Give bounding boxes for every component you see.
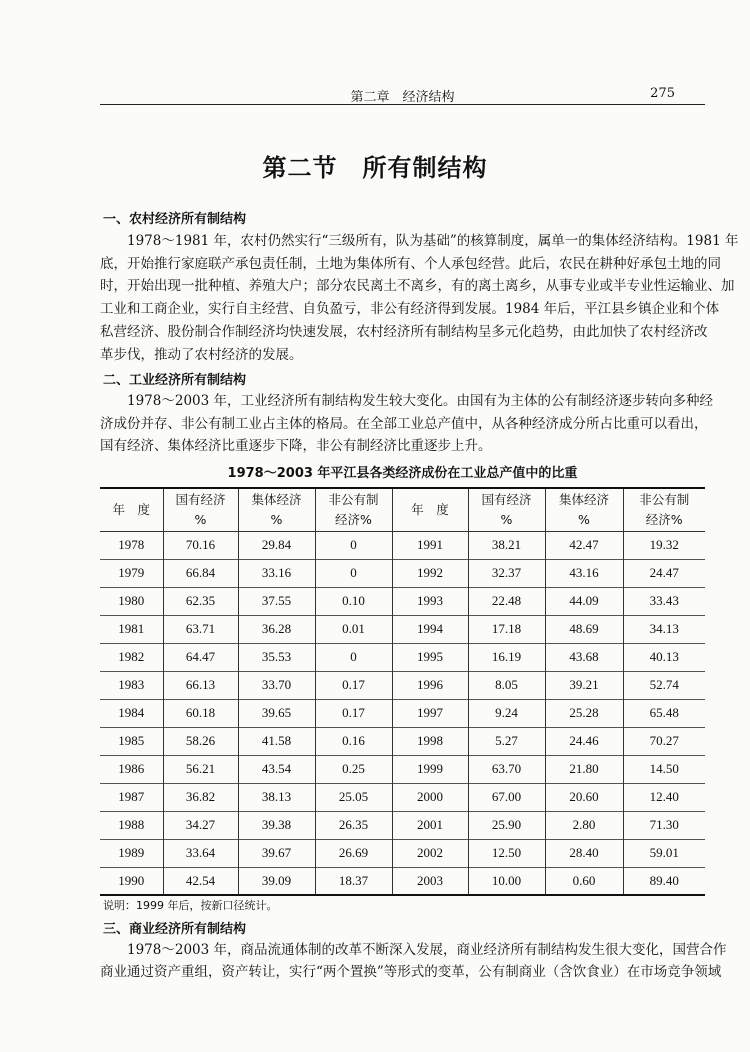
heading-industry: 二、工业经济所有制结构 bbox=[103, 373, 247, 388]
table-cell: 0.25 bbox=[315, 755, 392, 783]
table-cell: 66.13 bbox=[163, 671, 238, 699]
table-cell: 0.01 bbox=[315, 615, 392, 643]
column-header bbox=[623, 488, 705, 531]
table-cell: 58.26 bbox=[163, 727, 238, 755]
table-cell: 33.64 bbox=[163, 839, 238, 867]
column-header-text: 集体经济 bbox=[558, 491, 609, 507]
table-cell: 39.65 bbox=[238, 699, 315, 727]
table-cell: 59.01 bbox=[623, 839, 705, 867]
table-row bbox=[100, 643, 705, 671]
column-header-text: % bbox=[270, 511, 283, 527]
table-cell: 34.13 bbox=[623, 615, 705, 643]
table-cell: 1990 bbox=[118, 872, 145, 888]
table-row bbox=[100, 811, 705, 839]
page-number: 275 bbox=[650, 86, 675, 101]
table-cell: 1980 bbox=[118, 593, 145, 608]
table-cell: 1993 bbox=[392, 587, 468, 615]
table-cell: 36.28 bbox=[238, 615, 315, 643]
table-cell: 29.84 bbox=[238, 531, 315, 559]
table-cell: 37.55 bbox=[238, 587, 315, 615]
table-cell: 64.47 bbox=[163, 643, 238, 671]
table-cell: 1991 bbox=[392, 531, 468, 559]
table-row bbox=[100, 839, 705, 867]
table-cell: 2001 bbox=[392, 811, 468, 839]
table-cell: 2.80 bbox=[545, 811, 623, 839]
column-header-text: 国有经济 bbox=[175, 491, 226, 507]
table-row bbox=[100, 755, 705, 783]
paragraph-line: 国有经济、集体经济比重逐步下降，非公有制经济比重逐步上升。 bbox=[100, 438, 492, 454]
table-cell: 1999 bbox=[392, 755, 468, 783]
table-cell: 0.17 bbox=[315, 699, 392, 727]
table-cell: 24.46 bbox=[545, 727, 623, 755]
table-cell: 36.82 bbox=[163, 783, 238, 811]
table-cell: 8.05 bbox=[468, 671, 545, 699]
table-cell: 1979 bbox=[118, 565, 145, 580]
table-row bbox=[100, 727, 705, 755]
heading-rural: 一、农村经济所有制结构 bbox=[103, 212, 247, 227]
table-cell: 26.69 bbox=[315, 839, 392, 867]
table-cell: 39.21 bbox=[545, 671, 623, 699]
table-cell: 1997 bbox=[392, 699, 468, 727]
table-row bbox=[100, 587, 705, 615]
running-header bbox=[100, 86, 705, 105]
table-cell: 38.13 bbox=[238, 783, 315, 811]
table-cell: 33.43 bbox=[623, 587, 705, 615]
column-header bbox=[238, 488, 315, 531]
paragraph-line: 工业和工商企业，实行自主经营、自负盈亏，非公有经济得到发展。1984 年后，平江县乡镇企业和个体 bbox=[100, 301, 720, 317]
table-cell: 0 bbox=[315, 643, 392, 671]
paragraph-line: 时，开始出现一批种植、养殖大户；部分农民离土不离乡，有的离土离乡，从事专业或半专业性运输业、加 bbox=[100, 278, 735, 294]
table-cell: 43.16 bbox=[545, 559, 623, 587]
column-header-text: 年 度 bbox=[411, 501, 449, 517]
column-header-text: % bbox=[194, 511, 207, 527]
table-cell: 1978 bbox=[118, 537, 145, 552]
table-cell: 56.21 bbox=[163, 755, 238, 783]
table-cell: 42.54 bbox=[163, 867, 238, 895]
table-cell: 1984 bbox=[118, 705, 145, 720]
table-cell: 1982 bbox=[118, 649, 145, 664]
column-header bbox=[100, 488, 163, 531]
table-row bbox=[100, 559, 705, 587]
table-cell: 2003 bbox=[392, 867, 468, 895]
table-cell: 2000 bbox=[392, 783, 468, 811]
heading-commerce: 三、商业经济所有制结构 bbox=[103, 922, 247, 937]
table-note: 说明：1999 年后，按新口径统计。 bbox=[103, 899, 278, 912]
table-cell: 1986 bbox=[118, 761, 145, 776]
column-header bbox=[392, 488, 468, 531]
table-cell: 43.54 bbox=[238, 755, 315, 783]
table-cell: 0.16 bbox=[315, 727, 392, 755]
table-cell: 21.80 bbox=[545, 755, 623, 783]
column-header-text: 非公有制 bbox=[328, 491, 379, 507]
table-cell: 70.27 bbox=[623, 727, 705, 755]
table-cell: 26.35 bbox=[315, 811, 392, 839]
table-cell: 2002 bbox=[392, 839, 468, 867]
table-cell: 1989 bbox=[118, 845, 145, 860]
table-cell: 48.69 bbox=[545, 615, 623, 643]
column-header-text: 年 度 bbox=[112, 501, 150, 517]
table-cell: 1992 bbox=[392, 559, 468, 587]
table-cell: 43.68 bbox=[545, 643, 623, 671]
table-row bbox=[100, 671, 705, 699]
column-header bbox=[163, 488, 238, 531]
table-cell: 1994 bbox=[392, 615, 468, 643]
table-cell: 1987 bbox=[118, 789, 145, 804]
ownership-share-table bbox=[100, 487, 705, 896]
table-cell: 22.48 bbox=[468, 587, 545, 615]
table-cell: 65.48 bbox=[623, 699, 705, 727]
table-cell: 66.84 bbox=[163, 559, 238, 587]
table-cell: 67.00 bbox=[468, 783, 545, 811]
column-header bbox=[545, 488, 623, 531]
table-cell: 38.21 bbox=[468, 531, 545, 559]
table-cell: 19.32 bbox=[623, 531, 705, 559]
table-cell: 14.50 bbox=[623, 755, 705, 783]
table-cell: 44.09 bbox=[545, 587, 623, 615]
table-cell: 34.27 bbox=[163, 811, 238, 839]
table-cell: 32.37 bbox=[468, 559, 545, 587]
table-cell: 5.27 bbox=[468, 727, 545, 755]
table-cell: 0 bbox=[315, 559, 392, 587]
table-cell: 9.24 bbox=[468, 699, 545, 727]
paragraph-line: 1978～2003 年，商品流通体制的改革不断深入发展，商业经济所有制结构发生很大变化，国营合作 bbox=[127, 942, 727, 958]
chapter-title: 第二章 经济结构 bbox=[350, 90, 455, 105]
table-cell: 16.19 bbox=[468, 643, 545, 671]
table-row bbox=[100, 531, 705, 559]
paragraph-line: 商业通过资产重组，资产转让，实行“两个置换”等形式的变革，公有制商业（含饮食业）在市场竞争领域 bbox=[100, 964, 722, 980]
table-cell: 1996 bbox=[392, 671, 468, 699]
paragraph-line: 私营经济、股份制合作制经济均快速发展，农村经济所有制结构呈多元化趋势，由此加快了农村经济改 bbox=[100, 324, 708, 340]
table-cell: 1995 bbox=[392, 643, 468, 671]
table-cell: 18.37 bbox=[315, 867, 392, 895]
table-cell: 52.74 bbox=[623, 671, 705, 699]
table-caption: 1978～2003 年平江县各类经济成份在工业总产值中的比重 bbox=[227, 466, 578, 481]
table-row bbox=[100, 615, 705, 643]
table-cell: 0 bbox=[315, 531, 392, 559]
paragraph-line: 济成份并存、非公有制工业占主体的格局。在全部工业总产值中，从各种经济成分所占比重可以看出， bbox=[100, 416, 708, 432]
paragraph-line: 1978～1981 年，农村仍然实行“三级所有，队为基础”的核算制度，属单一的集体经济结构。1981 年 bbox=[127, 233, 739, 249]
section-title: 第二节 所有制结构 bbox=[262, 154, 488, 182]
table-cell: 39.38 bbox=[238, 811, 315, 839]
table-cell: 39.67 bbox=[238, 839, 315, 867]
table-cell: 39.09 bbox=[238, 867, 315, 895]
table-cell: 40.13 bbox=[623, 643, 705, 671]
table-header-row bbox=[100, 488, 705, 531]
table-cell: 1981 bbox=[118, 621, 145, 636]
table-cell: 41.58 bbox=[238, 727, 315, 755]
column-header bbox=[315, 488, 392, 531]
table-cell: 24.47 bbox=[623, 559, 705, 587]
table-cell: 12.40 bbox=[623, 783, 705, 811]
table-cell: 70.16 bbox=[163, 531, 238, 559]
table-cell: 17.18 bbox=[468, 615, 545, 643]
table-cell: 1998 bbox=[392, 727, 468, 755]
table-cell: 10.00 bbox=[468, 867, 545, 895]
column-header-text: 经济% bbox=[335, 511, 372, 527]
table-cell: 89.40 bbox=[623, 867, 705, 895]
table-cell: 33.70 bbox=[238, 671, 315, 699]
column-header-text: % bbox=[500, 511, 513, 527]
table-cell: 63.70 bbox=[468, 755, 545, 783]
table-cell: 62.35 bbox=[163, 587, 238, 615]
table-cell: 12.50 bbox=[468, 839, 545, 867]
table-row bbox=[100, 867, 705, 895]
paragraph-line: 革步伐，推动了农村经济的发展。 bbox=[100, 347, 303, 363]
table-cell: 33.16 bbox=[238, 559, 315, 587]
column-header-text: % bbox=[578, 511, 590, 527]
column-header-text: 经济% bbox=[645, 511, 683, 527]
column-header bbox=[468, 488, 545, 531]
table-cell: 42.47 bbox=[545, 531, 623, 559]
table-cell: 71.30 bbox=[623, 811, 705, 839]
table-cell: 0.17 bbox=[315, 671, 392, 699]
column-header-text: 集体经济 bbox=[251, 491, 302, 507]
table-cell: 1988 bbox=[118, 817, 145, 832]
column-header-text: 非公有制 bbox=[639, 491, 690, 507]
table-cell: 0.60 bbox=[545, 867, 623, 895]
table-cell: 35.53 bbox=[238, 643, 315, 671]
table-row bbox=[100, 699, 705, 727]
table-cell: 1985 bbox=[118, 733, 145, 748]
table-cell: 25.90 bbox=[468, 811, 545, 839]
column-header-text: 国有经济 bbox=[481, 491, 532, 507]
table-cell: 25.05 bbox=[315, 783, 392, 811]
table-cell: 1983 bbox=[118, 677, 145, 692]
paragraph-line: 底，开始推行家庭联产承包责任制，土地为集体所有、个人承包经营。此后，农民在耕种好承包土地的同 bbox=[100, 256, 721, 272]
table-cell: 20.60 bbox=[545, 783, 623, 811]
table-cell: 60.18 bbox=[163, 699, 238, 727]
paragraph-line: 1978～2003 年，工业经济所有制结构发生较大变化。由国有为主体的公有制经济逐步转向多种经 bbox=[127, 393, 714, 409]
table-cell: 25.28 bbox=[545, 699, 623, 727]
table-cell: 0.10 bbox=[315, 587, 392, 615]
table-cell: 28.40 bbox=[545, 839, 623, 867]
table-row bbox=[100, 783, 705, 811]
table-cell: 63.71 bbox=[163, 615, 238, 643]
